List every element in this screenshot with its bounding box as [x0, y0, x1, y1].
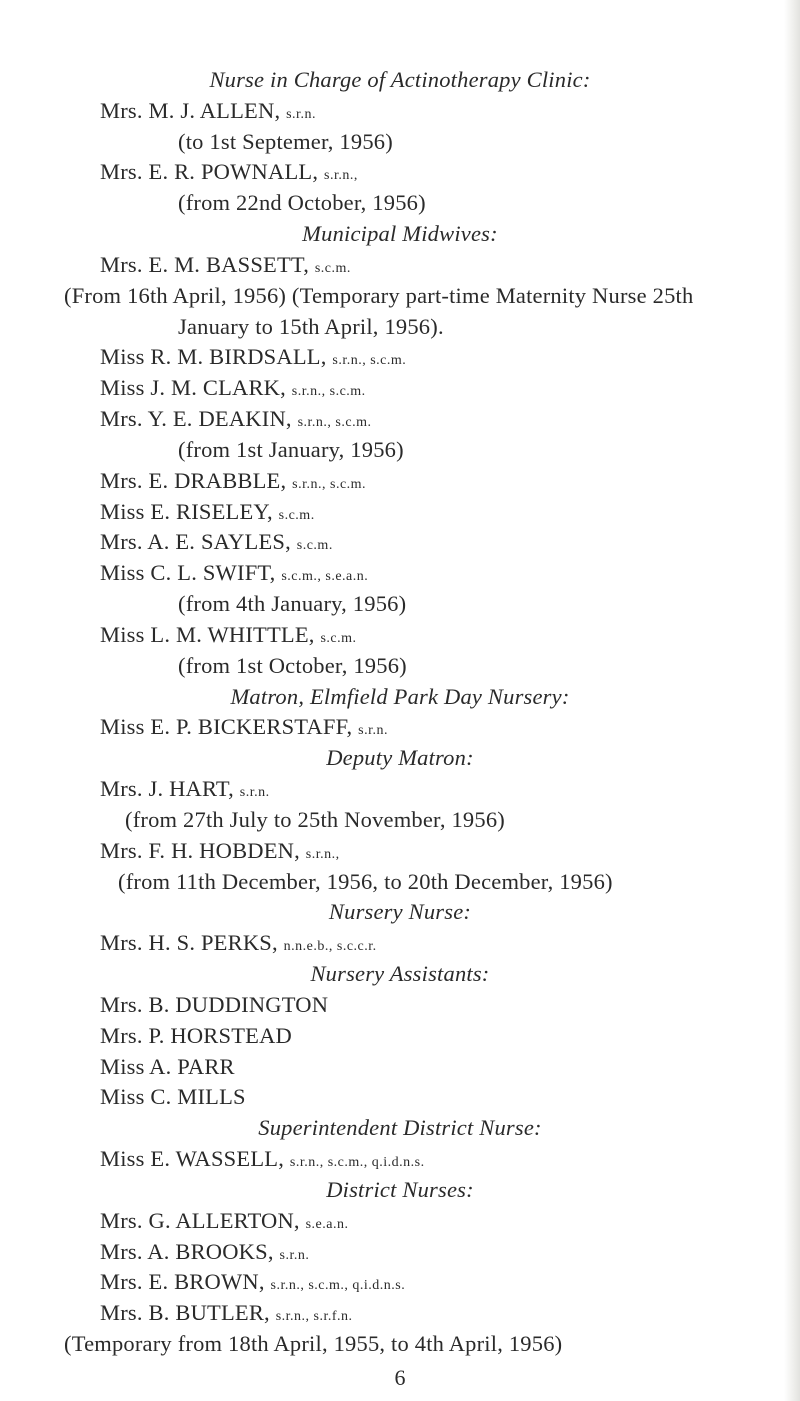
staff-name: Mrs. A. BROOKS, — [100, 1239, 274, 1264]
superintendent-heading: Superintendent District Nurse: — [258, 1115, 542, 1140]
staff-entry: Mrs. E. DRABBLE, s.r.n., s.c.m. — [100, 468, 367, 493]
page-number: 6 — [394, 1365, 406, 1390]
staff-entry: Mrs. H. S. PERKS, n.n.e.b., s.c.c.r. — [100, 930, 377, 955]
nursery-assistants-heading: Nursery Assistants: — [310, 961, 490, 986]
midwives-heading: Municipal Midwives: — [302, 221, 498, 246]
staff-name: Mrs. E. BROWN, — [100, 1269, 265, 1294]
staff-entry: Miss J. M. CLARK, s.r.n., s.c.m. — [100, 375, 366, 400]
district-nurses-heading: District Nurses: — [326, 1177, 474, 1202]
staff-note: January to 15th April, 1956). — [178, 314, 444, 339]
staff-note: (from 22nd October, 1956) — [178, 190, 426, 215]
staff-note: (to 1st Septemer, 1956) — [178, 129, 393, 154]
staff-entry: Miss E. RISELEY, s.c.m. — [100, 499, 315, 524]
staff-note: (from 4th January, 1956) — [178, 591, 407, 616]
matron-heading: Matron, Elmfield Park Day Nursery: — [230, 684, 570, 709]
staff-note: (from 11th December, 1956, to 20th December, 1956) — [118, 869, 613, 894]
nursery-nurse-heading: Nursery Nurse: — [328, 899, 472, 924]
staff-entry: Mrs. P. HORSTEAD — [100, 1023, 292, 1048]
staff-note: (from 1st October, 1956) — [178, 653, 407, 678]
actinotherapy-heading: Nurse in Charge of Actinotherapy Clinic: — [209, 67, 591, 92]
staff-entry: Miss C. L. SWIFT, s.c.m., s.e.a.n. — [100, 560, 369, 585]
staff-entry: Mrs. M. J. ALLEN, s.r.n. — [100, 98, 316, 123]
staff-name: Mrs. G. ALLERTON, — [100, 1208, 300, 1233]
staff-entry: Miss R. M. BIRDSALL, s.r.n., s.c.m. — [100, 344, 407, 369]
staff-entry: Mrs. Y. E. DEAKIN, s.r.n., s.c.m. — [100, 406, 372, 431]
staff-note: (from 1st January, 1956) — [178, 437, 404, 462]
staff-note: (Temporary from 18th April, 1955, to 4th April, 1956) — [64, 1331, 563, 1356]
staff-entry: Miss L. M. WHITTLE, s.c.m. — [100, 622, 357, 647]
staff-entry: Mrs. E. R. POWNALL, s.r.n., — [100, 159, 358, 184]
staff-qualifications: s.r.n. — [279, 1248, 310, 1263]
staff-name: Mrs. B. BUTLER, — [100, 1300, 270, 1325]
staff-entry: Miss A. PARR — [100, 1054, 235, 1079]
staff-entry: Miss C. MILLS — [100, 1084, 246, 1109]
staff-qualifications: s.e.a.n. — [305, 1217, 349, 1232]
staff-entry: Miss E. WASSELL, s.r.n., s.c.m., q.i.d.n.s. — [100, 1146, 425, 1171]
staff-entry: Mrs. J. HART, s.r.n. — [100, 776, 270, 801]
staff-qualifications: s.r.n., s.c.m., q.i.d.n.s. — [270, 1278, 406, 1293]
staff-qualifications: s.r.n., s.r.f.n. — [275, 1309, 353, 1324]
staff-entry: Mrs. F. H. HOBDEN, s.r.n., — [100, 838, 340, 863]
staff-entry: Mrs. B. DUDDINGTON — [100, 992, 329, 1017]
deputy-matron-heading: Deputy Matron: — [326, 745, 474, 770]
staff-note: (from 27th July to 25th November, 1956) — [125, 807, 505, 832]
staff-note: (From 16th April, 1956) (Temporary part-time Maternity Nurse 25th — [64, 283, 694, 308]
staff-entry: Miss E. P. BICKERSTAFF, s.r.n. — [100, 714, 388, 739]
staff-entry: Mrs. E. M. BASSETT, s.c.m. — [100, 252, 351, 277]
staff-entry: Mrs. A. E. SAYLES, s.c.m. — [100, 529, 333, 554]
